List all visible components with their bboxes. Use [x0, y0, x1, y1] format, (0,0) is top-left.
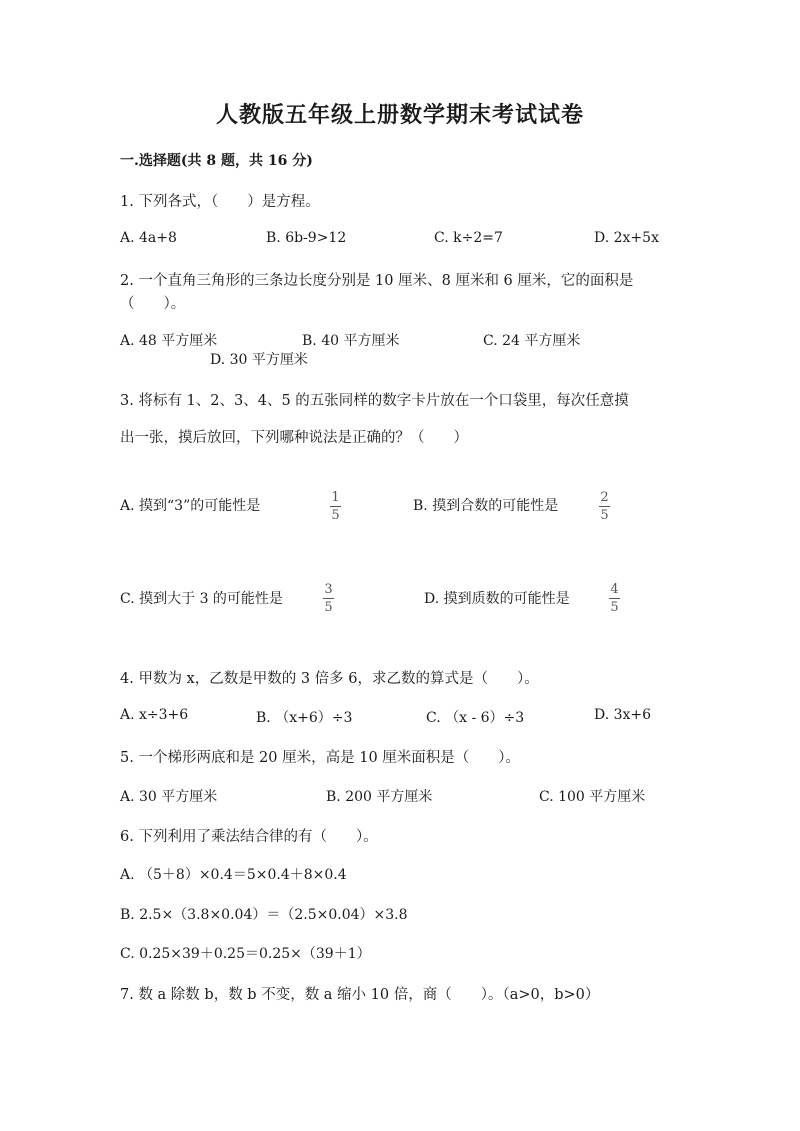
question-4-option-b: B. （x+6）÷3: [256, 710, 353, 726]
question-5-option-c: C. 100 平方厘米: [539, 789, 646, 805]
question-3-option-c: C. 摸到大于 3 的可能性是: [120, 591, 283, 607]
question-5-stem: 5. 一个梯形两底和是 20 厘米，高是 10 厘米面积是（ ）。: [120, 750, 521, 766]
question-2-stem-line1: 2. 一个直角三角形的三条边长度分别是 10 厘米、8 厘米和 6 厘米，它的面积是: [120, 273, 634, 289]
question-7-stem: 7. 数 a 除数 b，数 b 不变，数 a 缩小 10 倍，商（ ）。（a>0，b>0）: [120, 987, 600, 1003]
question-3-option-c-fraction: [323, 582, 334, 615]
question-6-option-c: C. 0.25×39＋0.25＝0.25×（39＋1）: [120, 946, 371, 962]
question-3-option-d: D. 摸到质数的可能性是: [424, 591, 570, 607]
fraction-denominator: 5: [331, 508, 340, 523]
question-2-option-a: A. 48 平方厘米: [120, 333, 218, 349]
fraction-bar: [330, 506, 341, 507]
question-1-option-a: A. 4a+8: [120, 230, 177, 246]
fraction-bar: [323, 598, 334, 599]
question-6-option-a: A. （5＋8）×0.4＝5×0.4＋8×0.4: [120, 867, 347, 883]
fraction-numerator: 3: [324, 582, 333, 597]
fraction-numerator: 4: [610, 582, 619, 597]
fraction-denominator: 5: [324, 600, 333, 615]
question-1-option-d: D. 2x+5x: [594, 230, 659, 246]
question-6-stem: 6. 下列利用了乘法结合律的有（ ）。: [120, 829, 378, 845]
question-2-option-b: B. 40 平方厘米: [302, 333, 400, 349]
question-3-option-a-fraction: [330, 490, 341, 523]
question-1-stem: 1. 下列各式，（ ）是方程。: [120, 194, 320, 210]
question-3-stem-line2: 出一张，摸后放回，下列哪种说法是正确的？（ ）: [120, 430, 468, 446]
fraction-bar: [609, 598, 620, 599]
question-4-option-d: D. 3x+6: [594, 707, 652, 723]
fraction-numerator: 1: [331, 490, 340, 505]
question-6-option-b: B. 2.5×（3.8×0.04）＝（2.5×0.04）×3.8: [120, 907, 408, 923]
question-3-option-d-fraction: [609, 582, 620, 615]
question-3-stem-line1: 3. 将标有 1、2、3、4、5 的五张同样的数字卡片放在一个口袋里，每次任意摸: [120, 393, 629, 409]
fraction-denominator: 5: [610, 600, 619, 615]
question-2-stem-line2: （ ）。: [120, 296, 186, 312]
question-1-option-c: C. k÷2=7: [434, 230, 503, 246]
question-3-option-b-fraction: [599, 490, 610, 523]
question-4-option-a: A. x÷3+6: [120, 707, 189, 723]
question-3-option-a: A. 摸到“3”的可能性是: [120, 498, 261, 514]
question-1-option-b: B. 6b-9>12: [266, 230, 347, 246]
fraction-bar: [599, 506, 610, 507]
fraction-denominator: 5: [600, 508, 609, 523]
question-5-option-b: B. 200 平方厘米: [326, 789, 433, 805]
question-2-option-c: C. 24 平方厘米: [483, 333, 581, 349]
question-5-option-a: A. 30 平方厘米: [120, 789, 218, 805]
page-title: 人教版五年级上册数学期末考试试卷: [215, 102, 584, 128]
question-4-option-c: C. （x - 6）÷3: [426, 710, 525, 726]
question-4-stem: 4. 甲数为 x，乙数是甲数的 3 倍多 6，求乙数的算式是（ ）。: [120, 671, 539, 687]
question-3-option-b: B. 摸到合数的可能性是: [413, 498, 559, 514]
question-2-option-d: D. 30 平方厘米: [210, 352, 308, 368]
section-heading: 一.选择题(共 8 题，共 16 分): [120, 153, 313, 169]
fraction-numerator: 2: [600, 490, 609, 505]
